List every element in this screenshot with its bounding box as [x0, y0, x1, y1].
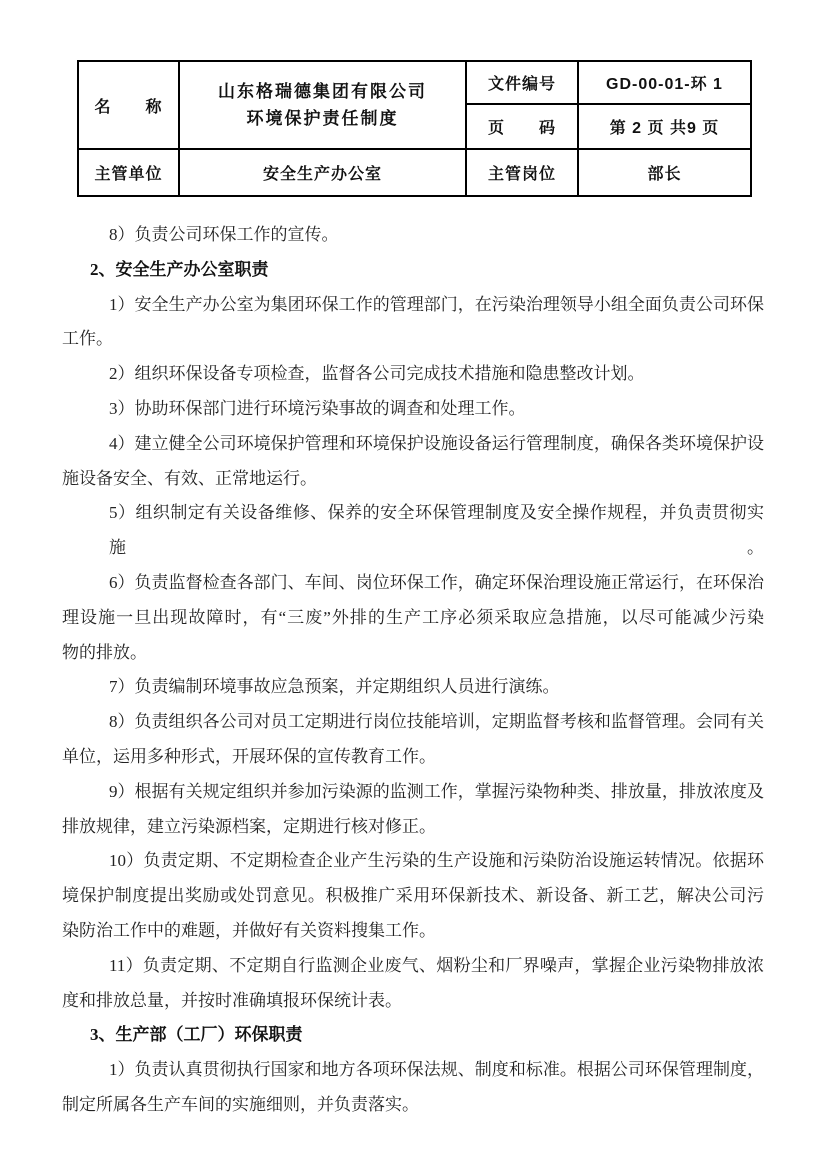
body-line: 施设备安全、有效、正常地运行。	[62, 468, 317, 488]
doc-name-value	[179, 61, 466, 149]
body-line: 9）根据有关规定组织并参加污染源的监测工作，掌握污染物种类、排放量，排放浓度及	[109, 781, 764, 801]
supervising-unit-value: 安全生产办公室	[179, 149, 466, 196]
doc-name-label: 名 称	[78, 61, 179, 149]
body-line: 工作。	[62, 329, 113, 349]
doc-title: 环境保护责任制度	[246, 109, 399, 128]
document-body	[62, 218, 764, 1123]
body-line: 理设施一旦出现故障时，有“三废”外排的生产工序必须采取应急措施，以尽可能减少污染	[62, 607, 764, 627]
body-line: 染防治工作中的难题，并做好有关资料搜集工作。	[62, 920, 436, 940]
body-line: 8）负责公司环保工作的宣传。	[109, 225, 339, 244]
body-line: 单位，运用多种形式，开展环保的宣传教育工作。	[62, 746, 436, 766]
body-line: 6）负责监督检查各部门、车间、岗位环保工作，确定环保治理设施正常运行，在环保治	[109, 572, 764, 592]
supervising-post-value: 部长	[578, 149, 751, 196]
body-line: 10）负责定期、不定期检查企业产生污染的生产设施和污染防治设施运转情况。依据环	[109, 851, 764, 871]
body-line: 境保护制度提出奖励或处罚意见。积极推广采用环保新技术、新设备、新工艺，解决公司污	[62, 886, 764, 906]
body-line: 制定所属各生产车间的实施细则，并负责落实。	[62, 1094, 419, 1114]
section-heading: 2、安全生产办公室职责	[90, 259, 269, 279]
body-line: 度和排放总量，并按时准确填报环保统计表。	[62, 990, 402, 1010]
file-number-label: 文件编号	[466, 61, 578, 104]
section-heading: 3、生产部（工厂）环保职责	[90, 1025, 303, 1045]
page-number-label: 页 码	[466, 104, 578, 149]
page-number-value: 第 2 页 共9 页	[578, 104, 751, 149]
body-line: 4）建立健全公司环境保护管理和环境保护设施设备运行管理制度，确保各类环境保护设	[109, 433, 764, 453]
body-line: 7）负责编制环境事故应急预案，并定期组织人员进行演练。	[109, 677, 560, 697]
body-line: 3）协助环保部门进行环境污染事故的调查和处理工作。	[109, 398, 526, 418]
body-line: 1）负责认真贯彻执行国家和地方各项环保法规、制度和标准。根据公司环保管理制度，	[109, 1060, 764, 1080]
file-number-value: GD-00-01-环 1	[578, 61, 751, 104]
document-header-table	[77, 60, 752, 197]
body-line: 8）负责组织各公司对员工定期进行岗位技能培训，定期监督考核和监督管理。会同有关	[109, 712, 764, 732]
body-line: 5）组织制定有关设备维修、保养的安全环保管理制度及安全操作规程，并负责贯彻实施。	[109, 503, 764, 558]
supervising-post-label: 主管岗位	[466, 149, 578, 196]
body-line: 11）负责定期、不定期自行监测企业废气、烟粉尘和厂界噪声，掌握企业污染物排放浓	[109, 955, 764, 975]
supervising-unit-label: 主管单位	[78, 149, 179, 196]
body-line: 物的排放。	[62, 642, 147, 662]
body-line: 2）组织环保设备专项检查，监督各公司完成技术措施和隐患整改计划。	[109, 364, 645, 384]
company-name: 山东格瑞德集团有限公司	[218, 82, 427, 101]
body-line: 排放规律，建立污染源档案，定期进行核对修正。	[62, 816, 436, 836]
body-line: 1）安全生产办公室为集团环保工作的管理部门，在污染治理领导小组全面负责公司环保	[109, 294, 764, 314]
